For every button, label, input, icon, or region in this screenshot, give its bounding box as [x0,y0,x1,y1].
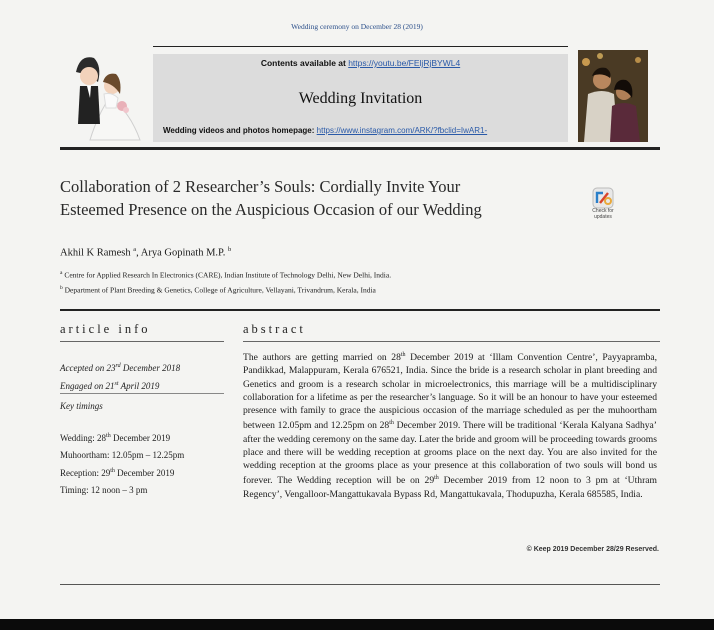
affiliation-a-text: Centre for Applied Research In Electronics (CARE), Indian Institute of Technology Delhi, New Delhi, India. [64,270,392,280]
contents-available-line [153,58,568,68]
abstract-part-1: The authors are getting married on 28 [243,352,401,364]
author-1: Akhil K Ramesh [60,247,131,259]
author-2-sup: b [227,246,232,253]
affiliation-b-text: Department of Plant Breeding & Genetics, College of Agriculture, Vellayani, Trivandrum, Kerala, India [64,285,376,295]
paper-title-line-1: Collaboration of 2 Researcher’s Souls: Cordially Invite Your [60,177,461,196]
paper-title-line-2: Esteemed Presence on the Auspicious Occasion of our Wedding [60,200,482,219]
abstract-body [243,349,657,501]
reception-suffix: December 2019 [114,468,175,478]
history-rule [60,393,224,394]
affiliation-a [60,270,391,280]
author-separator: , [136,247,141,259]
invitation-banner [153,54,568,142]
bottom-bar [0,619,714,630]
instagram-link[interactable]: https://www.instagram.com/ARK/?fbclid=IwAR1- [316,126,488,135]
wedding-suffix: December 2019 [110,433,171,443]
engaged-suffix: April 2019 [118,381,160,391]
abstract-part-3: December 2019. There will be traditional ‘Kerala Kalyana Sadhya’ after the wedding ceremony on the same day. Later the bride and groom will be proceeding towards grooms place and there will be wedding reception at grooms place on the next day. You are also invited for the wedding reception at the grooms place as your presence at this collaboration of two souls will bond us forever. The Wedding reception will be on 29 [243,420,657,487]
copyright-notice: © Keep 2019 December 28/29 Reserved. [526,546,659,553]
couple-illustration [70,52,146,142]
author-2: Arya Gopinath M.P. [140,247,226,259]
check-for-updates-icon [586,187,620,209]
abstract-sup-3: th [434,475,439,482]
wedding-sup: th [106,433,111,439]
accepted-date [60,358,224,376]
abstract-sup-2: th [389,420,394,427]
videos-label: Wedding videos and photos homepage: [163,126,317,135]
author-1-sup: a [133,246,137,253]
muhoortham-time: Muhoortham: 12.05pm – 12.25pm [60,449,185,460]
abstract-part-2: December 2019 at ‘Illam Convention Centre’, Payyapramba, Pandikkad, Malappuram, Kerala 676521, India. Since the bride is a research scholar in plant breeding and Genetics and groom is a research scholar in microelectronics, this marriage will be a multidisciplinary collaboration for a lifetime as per the researcher’s language. So it will be an honour to have your esteemed presence with family to grace the auspicious occasion of the marriage scheduled as per the muhoortham between 12.05pm and 12.25pm on 28 [243,352,657,432]
videos-homepage-line [163,126,487,135]
affiliation-b-sup: b [60,285,63,291]
accepted-prefix: Accepted on 23 [60,363,116,373]
banner-title: Wedding Invitation [298,90,423,107]
engaged-date [60,376,224,394]
key-timings-list [60,428,224,498]
affiliation-a-sup: a [60,270,63,276]
abstract-rule [243,341,660,342]
reception-date [60,463,224,482]
article-info-heading: article info [60,322,151,336]
check-for-updates-label: Check for updates [592,208,614,220]
key-timings-heading: Key timings [60,401,103,411]
engaged-prefix: Engaged on 21 [60,381,115,391]
affiliation-rule [60,309,660,311]
banner-rule [60,147,660,150]
reception-prefix: Reception: 29 [60,468,111,478]
accepted-sup: rd [115,363,121,369]
couple-photo [578,50,648,142]
journal-header-link[interactable]: Wedding ceremony on December 28 (2019) [291,22,423,31]
abstract-part-4: December 2019 from 12 noon to 3 pm at ‘Uthram Regency’, Vengalloor-Mangattukavala Bypass Rd, Mangattukavala, Thodupuzha, Kerala 685585, India. [243,475,657,500]
affiliation-b [60,285,376,295]
accepted-suffix: December 2018 [120,363,181,373]
article-info-rule [60,341,224,342]
youtube-link[interactable]: https://youtu.be/FEljRjBYWL4 [348,58,461,68]
abstract-heading: abstract [243,322,306,336]
contents-label: Contents available at [260,58,349,68]
article-history [60,358,224,394]
abstract-sup-1: th [400,352,406,358]
check-for-updates-badge[interactable] [586,187,620,227]
header-rule [153,46,568,47]
wedding-prefix: Wedding: 28 [60,433,107,443]
reception-sup: th [110,468,115,474]
reception-timing: Timing: 12 noon – 3 pm [60,484,148,495]
engaged-sup: st [114,381,119,387]
paper-title [60,175,580,221]
footer-rule [60,584,660,585]
author-line [60,246,231,259]
wedding-date [60,428,224,447]
